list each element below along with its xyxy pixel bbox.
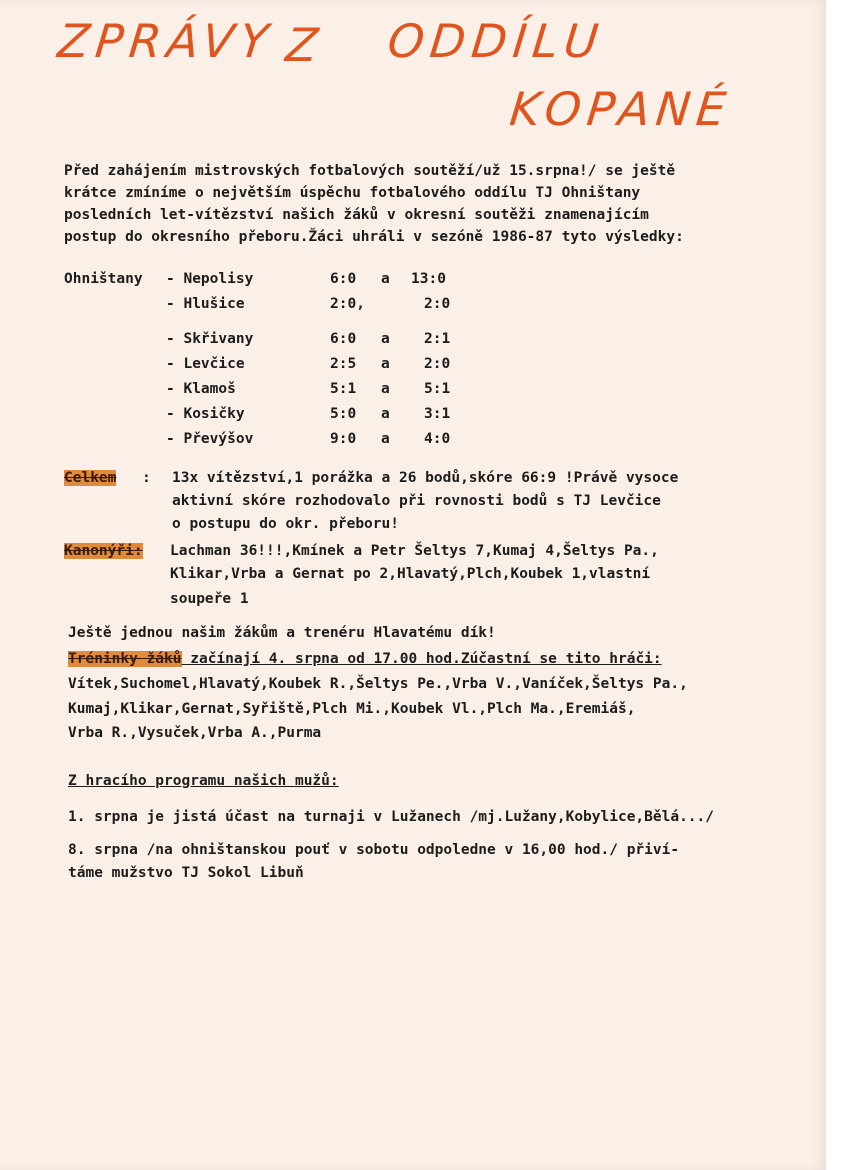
result-opponent: - Nepolisy [166,271,254,287]
result-score-2: 2:1 [424,331,451,347]
title-word-1: ZPRÁVY [55,14,277,68]
training-line-1: Vítek,Suchomel,Hlavatý,Koubek R.,Šeltys Pe.,Vrba V.,Vaníček,Šeltys Pa., [68,676,688,692]
result-score-2: 2:0 [424,356,451,372]
training-first-line-rest: začínají 4. srpna od 17.00 hod.Zúčastní se tito hráči: [181,651,662,667]
summary-label-text: Celkem [64,470,117,486]
results-team: Ohništany [64,271,143,287]
result-score-1: 6:0 [330,271,357,287]
intro-line-3: posledních let-vítězství našich žáků v okresní soutěži znamenajícím [64,207,649,223]
result-sep: a [381,381,390,397]
training-line-2: Kumaj,Klikar,Gernat,Syřiště,Plch Mi.,Koubek Vl.,Plch Ma.,Eremiáš, [68,701,636,717]
program-heading: Z hracího programu našich mužů: [68,773,339,789]
result-score-1: 5:0 [330,406,357,422]
training-label: Tréninky žáků [68,651,182,667]
result-score-1: 5:1 [330,381,357,397]
result-sep: a [381,431,390,447]
result-score-2: 13:0 [411,271,446,287]
summary-label [64,467,116,489]
scorers-line-1: Lachman 36!!!,Kmínek a Petr Šeltys 7,Kumaj 4,Šeltys Pa., [170,543,659,559]
program-item-1: 1. srpna je jistá účast na turnaji v Lužanech /mj.Lužany,Kobylice,Bělá.../ [68,809,715,825]
result-opponent: - Klamoš [166,381,236,397]
result-score-2: 2:0 [424,296,451,312]
thanks-line: Ještě jednou našim žákům a trenéru Hlavatému dík! [68,625,496,641]
result-sep: a [381,271,390,287]
result-score-1: 6:0 [330,331,357,347]
result-score-1: 2:5 [330,356,357,372]
summary-line-3: o postupu do okr. přeboru! [172,516,399,532]
result-score-2: 4:0 [424,431,451,447]
result-sep: a [381,406,390,422]
result-opponent: - Převýšov [166,431,254,447]
scorers-label-text: Kanonýři: [64,543,143,559]
result-score-2: 5:1 [424,381,451,397]
scorers-line-3: soupeře 1 [170,591,249,607]
training-first-line [68,648,662,670]
result-opponent: - Skřivany [166,331,254,347]
intro-line-2: krátce zmíníme o největším úspěchu fotbalového oddílu TJ Ohništany [64,185,641,201]
handwritten-title [0,0,850,150]
result-opponent: - Levčice [166,356,245,372]
result-opponent: - Hlušice [166,296,245,312]
program-item-2-line-2: táme mužstvo TJ Sokol Libuň [68,865,304,881]
scorers-line-2: Klikar,Vrba a Gernat po 2,Hlavatý,Plch,Koubek 1,vlastní [170,566,651,582]
summary-line-2: aktivní skóre rozhodovalo při rovnosti bodů s TJ Levčice [172,493,661,509]
program-item-2-line-1: 8. srpna /na ohništanskou pouť v sobotu odpoledne v 16,00 hod./ přiví- [68,842,680,858]
result-sep: a [381,356,390,372]
result-score-1: 2:0, [330,296,365,312]
title-word-4: KOPANÉ [507,82,735,136]
intro-line-1: Před zahájením mistrovských fotbalových soutěží/už 15.srpna!/ se ještě [64,163,676,179]
result-opponent: - Kosičky [166,406,245,422]
summary-line-1: 13x vítězství,1 porážka a 26 bodů,skóre 66:9 !Právě vysoce [172,470,679,486]
result-sep: a [381,331,390,347]
title-word-3: ODDÍLU [385,14,607,68]
intro-line-4: postup do okresního přeboru.Žáci uhráli v sezóně 1986-87 tyto výsledky: [64,229,684,245]
result-score-2: 3:1 [424,406,451,422]
title-word-2: Z [283,18,327,72]
summary-colon: : [142,470,151,486]
result-score-1: 9:0 [330,431,357,447]
training-line-3: Vrba R.,Vysuček,Vrba A.,Purma [68,725,322,741]
scorers-label [64,540,143,562]
